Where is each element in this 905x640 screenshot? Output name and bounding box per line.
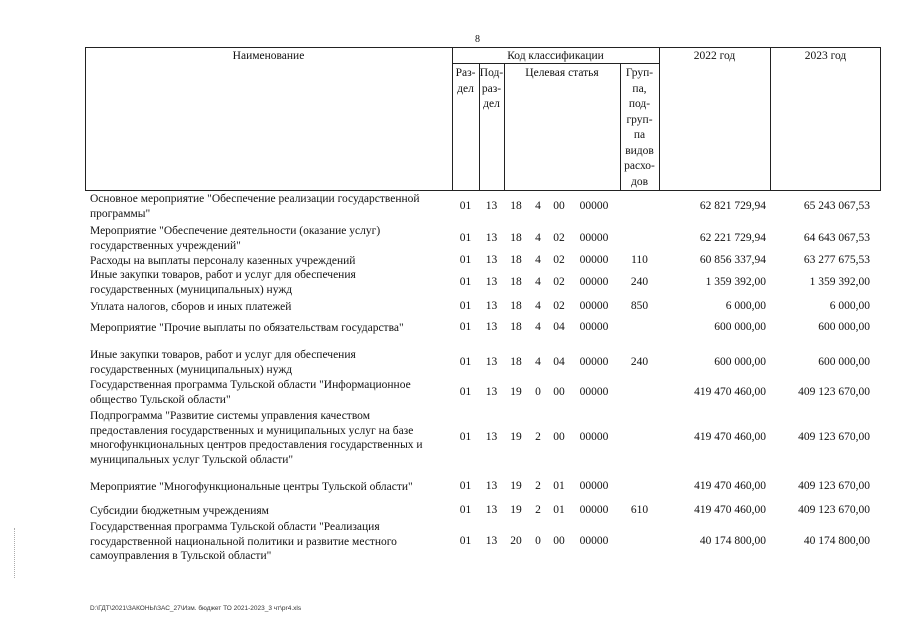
cell-target-event: 04 — [553, 355, 565, 368]
cell-amount-2022: 40 174 800,00 — [699, 534, 766, 547]
cell-group: 850 — [630, 300, 649, 313]
cell-target-subprogram: 2 — [535, 431, 541, 444]
cell-podrazdel: 13 — [485, 355, 498, 368]
cell-target-subprogram: 0 — [535, 534, 541, 547]
cell-amount-2023: 40 174 800,00 — [803, 534, 870, 547]
cell-group: 240 — [630, 355, 649, 368]
cell-razdel: 01 — [459, 385, 472, 398]
cell-target-subprogram: 4 — [535, 254, 541, 267]
cell-target-event: 01 — [553, 480, 565, 493]
cell-amount-2023: 409 123 670,00 — [798, 431, 870, 444]
cell-amount-2023: 409 123 670,00 — [798, 385, 870, 398]
row-name: Мероприятие "Обеспечение деятельности (оказание услуг) государственных учреждений" — [90, 225, 381, 252]
cell-target-subprogram: 2 — [535, 480, 541, 493]
table-row — [0, 268, 905, 297]
table-row — [0, 504, 905, 519]
cell-podrazdel: 13 — [485, 300, 498, 313]
cell-amount-2022: 1 359 392,00 — [705, 275, 766, 288]
cell-target-event: 00 — [553, 199, 565, 212]
cell-podrazdel: 13 — [485, 480, 498, 493]
cell-razdel: 01 — [459, 431, 472, 444]
table-row — [0, 224, 905, 253]
cell-target-subprogram: 4 — [535, 355, 541, 368]
table-row — [0, 300, 905, 315]
cell-amount-2023: 600 000,00 — [818, 355, 870, 368]
header-group: Груп- па, под- груп- па видов расхо- дов — [624, 67, 655, 188]
cell-amount-2022: 62 221 729,94 — [699, 231, 766, 244]
row-name: Основное мероприятие "Обеспечение реализации государственной программы" — [90, 193, 420, 220]
cell-target-program: 18 — [510, 321, 522, 334]
cell-target-direction: 00000 — [579, 231, 609, 244]
cell-target-event: 02 — [553, 300, 565, 313]
cell-target-subprogram: 4 — [535, 231, 541, 244]
cell-target-direction: 00000 — [579, 254, 609, 267]
cell-target-event: 00 — [553, 431, 565, 444]
cell-target-event: 04 — [553, 321, 565, 334]
row-name: Государственная программа Тульской области "Информационное общество Тульской области" — [90, 379, 411, 406]
cell-target-program: 18 — [510, 199, 522, 212]
row-name: Иные закупки товаров, работ и услуг для обеспечения государственных (муниципальных) нужд — [90, 269, 356, 296]
cell-target-program: 19 — [510, 480, 522, 493]
cell-target-direction: 00000 — [579, 355, 609, 368]
header-podrazdel: Под- раз- дел — [479, 67, 504, 110]
header-name: Наименование — [232, 50, 305, 62]
row-name: Иные закупки товаров, работ и услуг для обеспечения государственных (муниципальных) нужд — [90, 349, 356, 376]
cell-razdel: 01 — [459, 534, 472, 547]
cell-target-event: 00 — [553, 534, 565, 547]
table-row — [0, 520, 905, 564]
header-target-article: Целевая статья — [525, 67, 599, 79]
cell-target-program: 18 — [510, 355, 522, 368]
cell-razdel: 01 — [459, 355, 472, 368]
cell-podrazdel: 13 — [485, 254, 498, 267]
cell-target-direction: 00000 — [579, 534, 609, 547]
cell-target-direction: 00000 — [579, 321, 609, 334]
cell-target-subprogram: 4 — [535, 321, 541, 334]
row-name: Подпрограмма "Развитие системы управления качеством предоставления государственных и муниципальных услуг на базе многофункциональных центров предоставления государственных и муниципальных услуг Тульской области" — [90, 410, 423, 466]
cell-amount-2022: 419 470 460,00 — [694, 504, 766, 517]
row-name: Расходы на выплаты персоналу казенных учреждений — [90, 255, 356, 267]
cell-amount-2023: 64 643 067,53 — [803, 231, 870, 244]
row-name: Субсидии бюджетным учреждениям — [90, 505, 269, 517]
cell-group: 240 — [630, 275, 649, 288]
row-name: Уплата налогов, сборов и иных платежей — [90, 301, 292, 313]
cell-amount-2022: 419 470 460,00 — [694, 385, 766, 398]
cell-razdel: 01 — [459, 199, 472, 212]
cell-razdel: 01 — [459, 231, 472, 244]
cell-target-subprogram: 4 — [535, 300, 541, 313]
cell-group: 110 — [631, 254, 648, 267]
row-name: Государственная программа Тульской области "Реализация государственной национальной политики и развитие местного самоуправления в Тульской области" — [90, 521, 397, 563]
cell-target-direction: 00000 — [579, 275, 609, 288]
cell-target-event: 02 — [553, 254, 565, 267]
page-number: 8 — [475, 34, 480, 45]
table-row — [0, 254, 905, 269]
row-name: Мероприятие "Прочие выплаты по обязательствам государства" — [90, 322, 404, 334]
cell-target-event: 01 — [553, 504, 565, 517]
cell-target-direction: 00000 — [579, 504, 609, 517]
cell-target-program: 19 — [510, 385, 522, 398]
cell-amount-2022: 6 000,00 — [725, 300, 766, 313]
cell-target-program: 18 — [510, 275, 522, 288]
table-row — [0, 321, 905, 336]
header-classification: Код классификации — [507, 50, 604, 62]
table-row — [0, 378, 905, 407]
cell-group: 610 — [630, 504, 649, 517]
cell-amount-2023: 6 000,00 — [829, 300, 870, 313]
cell-target-event: 02 — [553, 275, 565, 288]
cell-razdel: 01 — [459, 275, 472, 288]
cell-target-subprogram: 2 — [535, 504, 541, 517]
header-razdel: Раз- дел — [455, 67, 476, 95]
cell-target-program: 20 — [510, 534, 522, 547]
cell-podrazdel: 13 — [485, 275, 498, 288]
cell-razdel: 01 — [459, 480, 472, 493]
cell-target-direction: 00000 — [579, 480, 609, 493]
cell-amount-2022: 600 000,00 — [714, 321, 766, 334]
cell-amount-2023: 1 359 392,00 — [809, 275, 870, 288]
cell-razdel: 01 — [459, 300, 472, 313]
cell-amount-2022: 60 856 337,94 — [699, 254, 766, 267]
cell-podrazdel: 13 — [485, 321, 498, 334]
cell-amount-2023: 409 123 670,00 — [798, 480, 870, 493]
margin-marks — [14, 528, 16, 578]
cell-target-direction: 00000 — [579, 385, 609, 398]
cell-target-event: 00 — [553, 385, 565, 398]
table-row — [0, 348, 905, 377]
cell-amount-2022: 600 000,00 — [714, 355, 766, 368]
cell-amount-2022: 62 821 729,94 — [699, 199, 766, 212]
cell-podrazdel: 13 — [485, 231, 498, 244]
row-name: Мероприятие "Многофункциональные центры Тульской области" — [90, 481, 413, 493]
cell-target-subprogram: 4 — [535, 275, 541, 288]
cell-target-subprogram: 4 — [535, 199, 541, 212]
cell-target-direction: 00000 — [579, 199, 609, 212]
cell-razdel: 01 — [459, 321, 472, 334]
cell-amount-2023: 63 277 675,53 — [803, 254, 870, 267]
cell-amount-2023: 409 123 670,00 — [798, 504, 870, 517]
cell-podrazdel: 13 — [485, 431, 498, 444]
file-path-footer: D:\ГДТ\2021\ЗАКОНЫ\ЗАС_27\Изм. бюджет ТО 2021-2023_3 чт\pr4.xls — [90, 605, 302, 612]
cell-target-program: 18 — [510, 254, 522, 267]
cell-target-direction: 00000 — [579, 300, 609, 313]
cell-amount-2023: 600 000,00 — [818, 321, 870, 334]
table-row — [0, 409, 905, 467]
cell-target-program: 18 — [510, 231, 522, 244]
cell-razdel: 01 — [459, 254, 472, 267]
cell-podrazdel: 13 — [485, 199, 498, 212]
cell-podrazdel: 13 — [485, 385, 498, 398]
table-row — [0, 480, 905, 495]
cell-podrazdel: 13 — [485, 534, 498, 547]
cell-target-subprogram: 0 — [535, 385, 541, 398]
cell-amount-2022: 419 470 460,00 — [694, 431, 766, 444]
cell-target-program: 18 — [510, 300, 522, 313]
cell-target-program: 19 — [510, 431, 522, 444]
cell-amount-2023: 65 243 067,53 — [803, 199, 870, 212]
cell-target-program: 19 — [510, 504, 522, 517]
cell-razdel: 01 — [459, 504, 472, 517]
cell-podrazdel: 13 — [485, 504, 498, 517]
header-year-2023: 2023 год — [804, 50, 847, 62]
cell-target-event: 02 — [553, 231, 565, 244]
cell-amount-2022: 419 470 460,00 — [694, 480, 766, 493]
table-row — [0, 192, 905, 221]
header-year-2022: 2022 год — [693, 50, 736, 62]
cell-target-direction: 00000 — [579, 431, 609, 444]
